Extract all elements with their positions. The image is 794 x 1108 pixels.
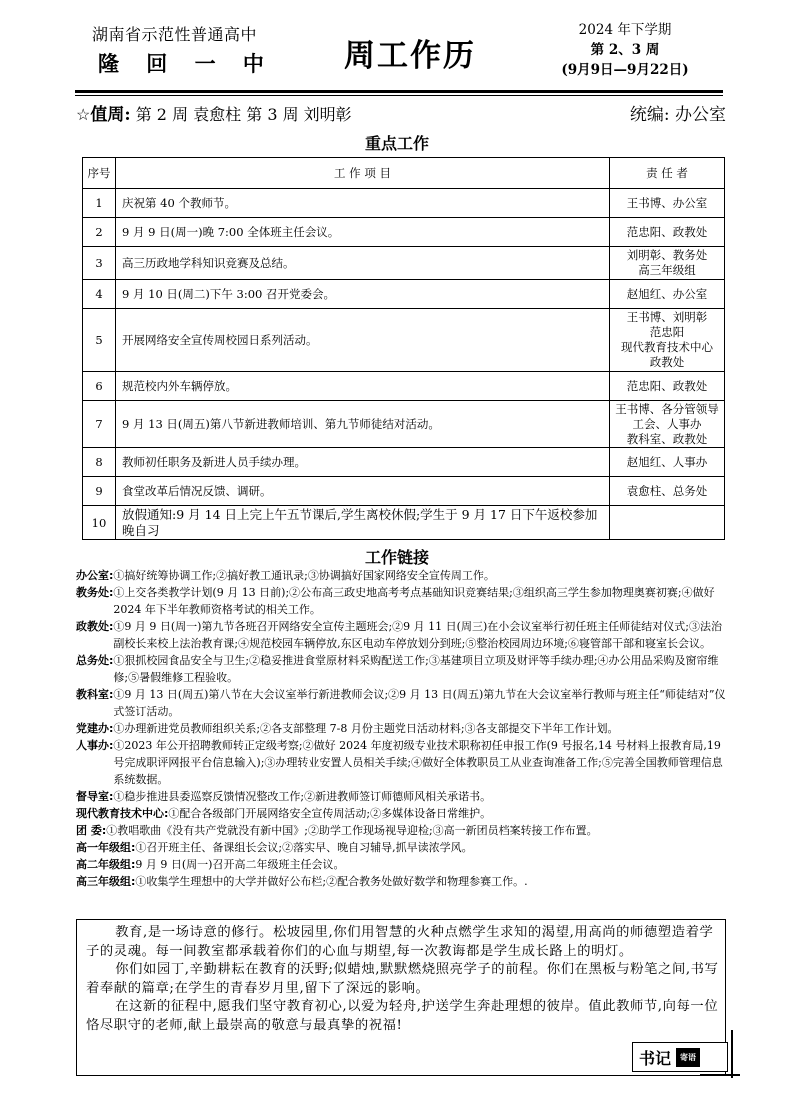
link-dept-text: ①稳步推进县委巡察反馈情况整改工作;②新进教师签订师德师风相关承诺书。 [113, 790, 492, 803]
row-task: 放假通知:9 月 14 日上完上午五节课后,学生离校休假;学生于 9 月 17 日下午返校参加晚自习 [116, 506, 610, 540]
compiler-label: 统编: [629, 105, 670, 125]
link-dept-label: 高一年级组: [76, 841, 136, 854]
table-row [83, 506, 725, 540]
table-row [83, 448, 725, 477]
row-owner [610, 372, 725, 401]
key-work-title: 重点工作 [364, 134, 429, 153]
row-number: 8 [83, 448, 116, 477]
link-item [76, 856, 726, 873]
row-number: 4 [83, 280, 116, 309]
link-dept-text: ①教唱歌曲《没有共产党就没有新中国》;②助学工作现场视导迎检;③高一新团员档案转接工作布置。 [106, 824, 598, 837]
link-item [76, 686, 726, 720]
duty-line [76, 100, 726, 126]
header-rule-thick [75, 90, 723, 93]
link-dept-text: ①收集学生理想中的大学并做好公布栏;②配合教务处做好数学和物理参赛工作。. [135, 875, 528, 888]
link-dept-text: ①办理新进党员教师组织关系;②各支部整理 7-8 月份主题党日活动材料;③各支部提交下半年工作计划。 [113, 722, 619, 735]
key-work-body [83, 189, 725, 540]
row-owner [610, 448, 725, 477]
row-task: 9 月 10 日(周二)下午 3:00 召开党委会。 [116, 280, 610, 309]
link-dept-label: 教务处: [76, 586, 114, 599]
link-dept-label: 高二年级组: [76, 858, 136, 871]
row-task: 庆祝第 40 个教师节。 [116, 189, 610, 218]
link-item [76, 567, 726, 584]
owner-line: 赵旭红、人事办 [626, 454, 708, 469]
link-item [76, 788, 726, 805]
owner-line: 现代教育技术中心 [621, 340, 713, 354]
dates-label: (9月9日—9月22日) [561, 62, 689, 78]
work-links-title: 工作链接 [364, 548, 429, 567]
weeks-label: 第 2、3 周 [590, 42, 660, 58]
link-dept-text: ①9 月 9 日(周一)第九节各班召开网络安全宣传主题班会;②9 月 11 日(周三)在小会议室举行初任班主任师徒结对仪式;③法治副校长来校上法治教育课;④规范校园车辆停放,东区电动车停放划分到班;⑤整治校园周边环境;⑥寝管部干部和寝室长会议。 [113, 620, 722, 650]
secretary-message [86, 924, 722, 1036]
header-task: 工 作 项 目 [116, 158, 610, 189]
link-dept-label: 高三年级组: [76, 875, 136, 888]
row-task: 9 月 9 日(周一)晚 7:00 全体班主任会议。 [116, 218, 610, 247]
essay-paragraph: 教育,是一场诗意的修行。松坡园里,你们用智慧的火种点燃学生求知的渴望,用高尚的师德塑造着学子的灵魂。每一间教室都承载着你们的心血与期望,每一次教诲都是学生成长路上的明灯。 [86, 925, 714, 959]
term-label: 2024 年下学期 [578, 22, 672, 38]
owner-line: 袁愈柱、总务处 [626, 483, 708, 498]
table-row [83, 280, 725, 309]
link-dept-text: ①9 月 13 日(周五)第八节在大会议室举行新进教师会议;②9 月 13 日(周五)第九节在大会议室举行教师与班主任“师徒结对”仪式签订活动。 [113, 688, 726, 718]
link-dept-label: 党建办: [76, 722, 114, 735]
row-owner [610, 189, 725, 218]
link-dept-label: 现代教育技术中心: [76, 807, 169, 820]
row-owner [610, 309, 725, 372]
link-item [76, 720, 726, 737]
stamp-main-text: 书记 [639, 1048, 672, 1068]
essay-paragraph: 你们如园丁,辛勤耕耘在教育的沃野;似蜡烛,默默燃烧照亮学子的前程。你们在黑板与粉笔之间,书写着奉献的篇章;在学生的青春岁月里,留下了深远的影响。 [86, 962, 719, 996]
link-dept-label: 政教处: [76, 620, 114, 633]
owner-line: 王书博、办公室 [626, 195, 708, 210]
link-item [76, 584, 726, 618]
table-row [83, 189, 725, 218]
row-number: 7 [83, 401, 116, 448]
row-number: 1 [83, 189, 116, 218]
row-task: 高三历政地学科知识竞赛及总结。 [116, 247, 610, 280]
row-number: 2 [83, 218, 116, 247]
corner-line-horizontal [700, 1074, 740, 1076]
owner-line: 工会、人事办 [632, 416, 702, 431]
table-header-row [83, 158, 725, 189]
link-dept-text: ①召开班主任、备课组长会议;②落实早、晚自习辅导,抓早读浓学风。 [135, 841, 473, 854]
page-title: 周工作历 [344, 38, 476, 74]
duty-label: 值周: [90, 105, 131, 125]
link-dept-label: 督导室: [76, 790, 114, 803]
link-dept-label: 人事办: [76, 739, 114, 752]
row-owner [610, 247, 725, 280]
duty-text: 第 2 周 袁愈柱 第 3 周 刘明彰 [135, 105, 352, 124]
table-row [83, 218, 725, 247]
school-name: 隆 回 一 中 [98, 51, 274, 76]
row-number: 9 [83, 477, 116, 506]
owner-line: 范忠阳、政教处 [626, 378, 708, 393]
row-task: 食堂改革后情况反馈、调研。 [116, 477, 610, 506]
stamp-sub-text: 寄语 [676, 1048, 700, 1067]
table-row [83, 309, 725, 372]
owner-line: 政教处 [649, 355, 685, 369]
header-rule-thin [75, 95, 723, 96]
table-row [83, 401, 725, 448]
school-region: 湖南省示范性普通高中 [92, 25, 258, 44]
link-dept-text: ①狠抓校园食品安全与卫生;②稳妥推进食堂原材料采购配送工作;③基建项目立项及财评等手续办理;④办公用品采购及窗帘维修;⑤暑假维修工程验收。 [113, 654, 719, 684]
link-item [76, 822, 726, 839]
row-task: 规范校内外车辆停放。 [116, 372, 610, 401]
link-dept-label: 办公室: [76, 569, 114, 582]
table-row [83, 372, 725, 401]
link-item [76, 873, 726, 890]
link-item [76, 618, 726, 652]
owner-line: 王书博、各分管领导 [615, 401, 719, 416]
row-owner [610, 218, 725, 247]
corner-line-vertical [731, 1030, 733, 1078]
row-task: 教师初任职务及新进人员手续办理。 [116, 448, 610, 477]
link-item [76, 737, 726, 788]
link-dept-label: 团 委: [76, 824, 107, 837]
row-number: 3 [83, 247, 116, 280]
link-dept-text: ①上交各类教学计划(9 月 13 日前);②公布高三政史地高考考点基础知识竞赛结果;③组织高三学生参加物理奥赛初赛;④做好 2024 年下半年教师资格考试的相关工作。 [113, 586, 715, 616]
link-dept-text: ①配合各级部门开展网络安全宣传周活动;②多媒体设备日常维护。 [168, 807, 492, 820]
compiler-name: 办公室 [675, 105, 726, 125]
link-dept-text: ①2023 年公开招聘教师转正定级考察;②做好 2024 年度初级专业技术职称初任申报工作(9 号报名,14 号材料上报教育局,19 号完成职评网报平台信息输入);③办理转业安置人员相关手续;④做好全体教职员工从业查询准备工作;⑤完善全国教师管理信息系统数据。 [113, 739, 723, 786]
row-owner [610, 506, 725, 540]
link-dept-label: 总务处: [76, 654, 114, 667]
link-item [76, 652, 726, 686]
owner-line: 范忠阳 [649, 325, 685, 339]
row-number: 5 [83, 309, 116, 372]
row-owner [610, 401, 725, 448]
link-item [76, 805, 726, 822]
owner-line: 高三年级组 [638, 263, 696, 277]
row-number: 10 [83, 506, 116, 540]
table-row [83, 247, 725, 280]
work-links-list [76, 567, 726, 890]
link-dept-label: 教科室: [76, 688, 114, 701]
row-task: 开展网络安全宣传周校园日系列活动。 [116, 309, 610, 372]
compiler [630, 100, 726, 125]
term-info [540, 20, 710, 80]
row-number: 6 [83, 372, 116, 401]
row-task: 9 月 13 日(周五)第八节新进教师培训、第九节师徒结对活动。 [116, 401, 610, 448]
link-item [76, 839, 726, 856]
link-dept-text: ①搞好统筹协调工作;②搞好教工通讯录;③协调搞好国家网络安全宣传周工作。 [113, 569, 495, 582]
row-owner [610, 477, 725, 506]
key-work-table [82, 157, 725, 540]
owner-line: 教科室、政教处 [626, 431, 708, 446]
link-dept-text: 9 月 9 日(周一)召开高二年级班主任会议。 [135, 858, 345, 871]
owner-line: 王书博、刘明彰 [626, 310, 708, 324]
owner-line: 范忠阳、政教处 [626, 224, 708, 239]
message-stamp [632, 1042, 728, 1072]
table-row [83, 477, 725, 506]
header-owner: 责 任 者 [610, 158, 725, 189]
owner-line: 刘明彰、教务处 [626, 248, 708, 262]
star-icon: ☆ [76, 105, 91, 124]
owner-line: 赵旭红、办公室 [626, 286, 708, 301]
header-num: 序号 [83, 158, 116, 189]
row-owner [610, 280, 725, 309]
essay-paragraph: 在这新的征程中,愿我们坚守教育初心,以爱为轻舟,护送学生奔赴理想的彼岸。值此教师节,向每一位恪尽职守的老师,献上最崇高的敬意与最真挚的祝福! [86, 999, 719, 1033]
